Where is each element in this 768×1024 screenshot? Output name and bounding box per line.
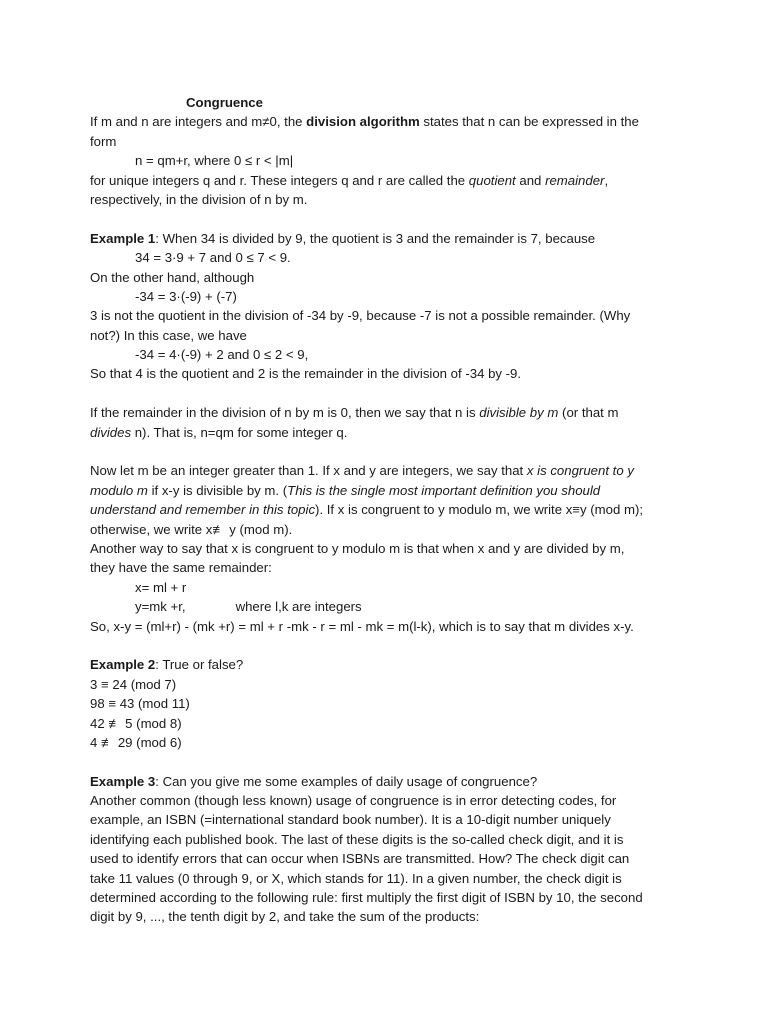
example-3-line: take 11 values (0 through 9, or X, which stands for 11). In a given number, the check digit is — [90, 870, 622, 886]
division-formula: n = qm+r, where 0 ≤ r < |m| — [135, 153, 294, 169]
intro-line-4: for unique integers q and r. These integers q and r are called the quotient and remainder, — [90, 172, 609, 188]
example-3-line: example, an ISBN (=international standard book number). It is a 10-digit number uniquely — [90, 812, 611, 828]
example-3-label: Example 3 — [90, 773, 156, 789]
example-3-line: used to identify errors that can occur when ISBNs are transmitted. How? The check digit can — [90, 851, 630, 867]
term-divisible: divisible by m — [479, 405, 559, 421]
congruence-line-3: understand and remember in this topic). If x is congruent to y modulo m, we write x≡y (mod m); — [90, 502, 643, 518]
example-3-heading: Example 3: Can you give me some examples of daily usage of congruence? — [90, 773, 538, 789]
congruence-equation-1: x= ml + r — [135, 579, 187, 595]
intro-line-5: respectively, in the division of n by m. — [90, 191, 308, 207]
example-3-line: determined according to the following rule: first multiply the first digit of ISBN by 10, the second — [90, 890, 643, 906]
example-3-line: digit by 9, ..., the tenth digit by 2, and take the sum of the products: — [90, 909, 480, 925]
example-1-equation-1: 34 = 3·9 + 7 and 0 ≤ 7 < 9. — [135, 250, 291, 266]
congruence-line-5: Another way to say that x is congruent to y modulo m is that when x and y are divided by m, — [90, 540, 625, 556]
example-3-line: Another common (though less known) usage of congruence is in error detecting codes, for — [90, 793, 617, 809]
example-2-item: 98 ≡ 43 (mod 11) — [90, 696, 190, 712]
congruence-line-4: otherwise, we write x≢ y (mod m). — [90, 521, 293, 537]
divisibility-line-1: If the remainder in the division of n by m is 0, then we say that n is divisible by m (or that m — [90, 405, 619, 421]
congruence-equation-2: y=mk +r, where l,k are integers — [135, 599, 362, 615]
intro-line-1: If m and n are integers and m≠0, the division algorithm states that n can be expressed in the — [90, 114, 639, 130]
example-2-item: 42 ≢ 5 (mod 8) — [90, 715, 182, 731]
example-1-heading: Example 1: When 34 is divided by 9, the quotient is 3 and the remainder is 7, because — [90, 230, 596, 246]
example-3-line: identifying each published book. The last of these digits is the so-called check digit, and it is — [90, 831, 624, 847]
example-1-line-8: So that 4 is the quotient and 2 is the remainder in the division of -34 by -9. — [90, 366, 522, 382]
divisibility-line-2: divides n). That is, n=qm for some integer q. — [90, 424, 348, 440]
congruence-line-1: Now let m be an integer greater than 1. If x and y are integers, we say that x is congruent to y — [90, 463, 634, 479]
congruence-line-9: So, x-y = (ml+r) - (mk +r) = ml + r -mk - r = ml - mk = m(l-k), which is to say that m divides x-y. — [90, 618, 634, 634]
term-division-algorithm: division algorithm — [306, 114, 420, 130]
page-title: Congruence — [186, 95, 263, 110]
example-2-label: Example 2 — [90, 657, 156, 673]
intro-line-2: form — [90, 133, 117, 149]
term-remainder: remainder — [545, 172, 605, 188]
example-1-line-6: not?) In this case, we have — [90, 327, 247, 343]
term-quotient: quotient — [468, 172, 516, 188]
congruence-line-2: modulo m if x-y is divisible by m. (This is the single most important definition you should — [90, 482, 601, 498]
example-1-equation-3: -34 = 4·(-9) + 2 and 0 ≤ 2 < 9, — [135, 347, 309, 363]
example-2-heading: Example 2: True or false? — [90, 657, 244, 673]
example-2-item: 3 ≡ 24 (mod 7) — [90, 676, 177, 692]
term-divides: divides — [90, 424, 132, 440]
document-body — [90, 93, 690, 927]
example-2-item: 4 ≢ 29 (mod 6) — [90, 734, 182, 750]
example-1-line-3: On the other hand, although — [90, 269, 255, 285]
example-1-equation-2: -34 = 3·(-9) + (-7) — [135, 288, 237, 304]
congruence-line-6: they have the same remainder: — [90, 560, 272, 576]
example-1-label: Example 1 — [90, 230, 156, 246]
example-1-line-5: 3 is not the quotient in the division of -34 by -9, because -7 is not a possible remainder. (Why — [90, 308, 631, 324]
term-congruent: x is congruent to y — [526, 463, 634, 479]
